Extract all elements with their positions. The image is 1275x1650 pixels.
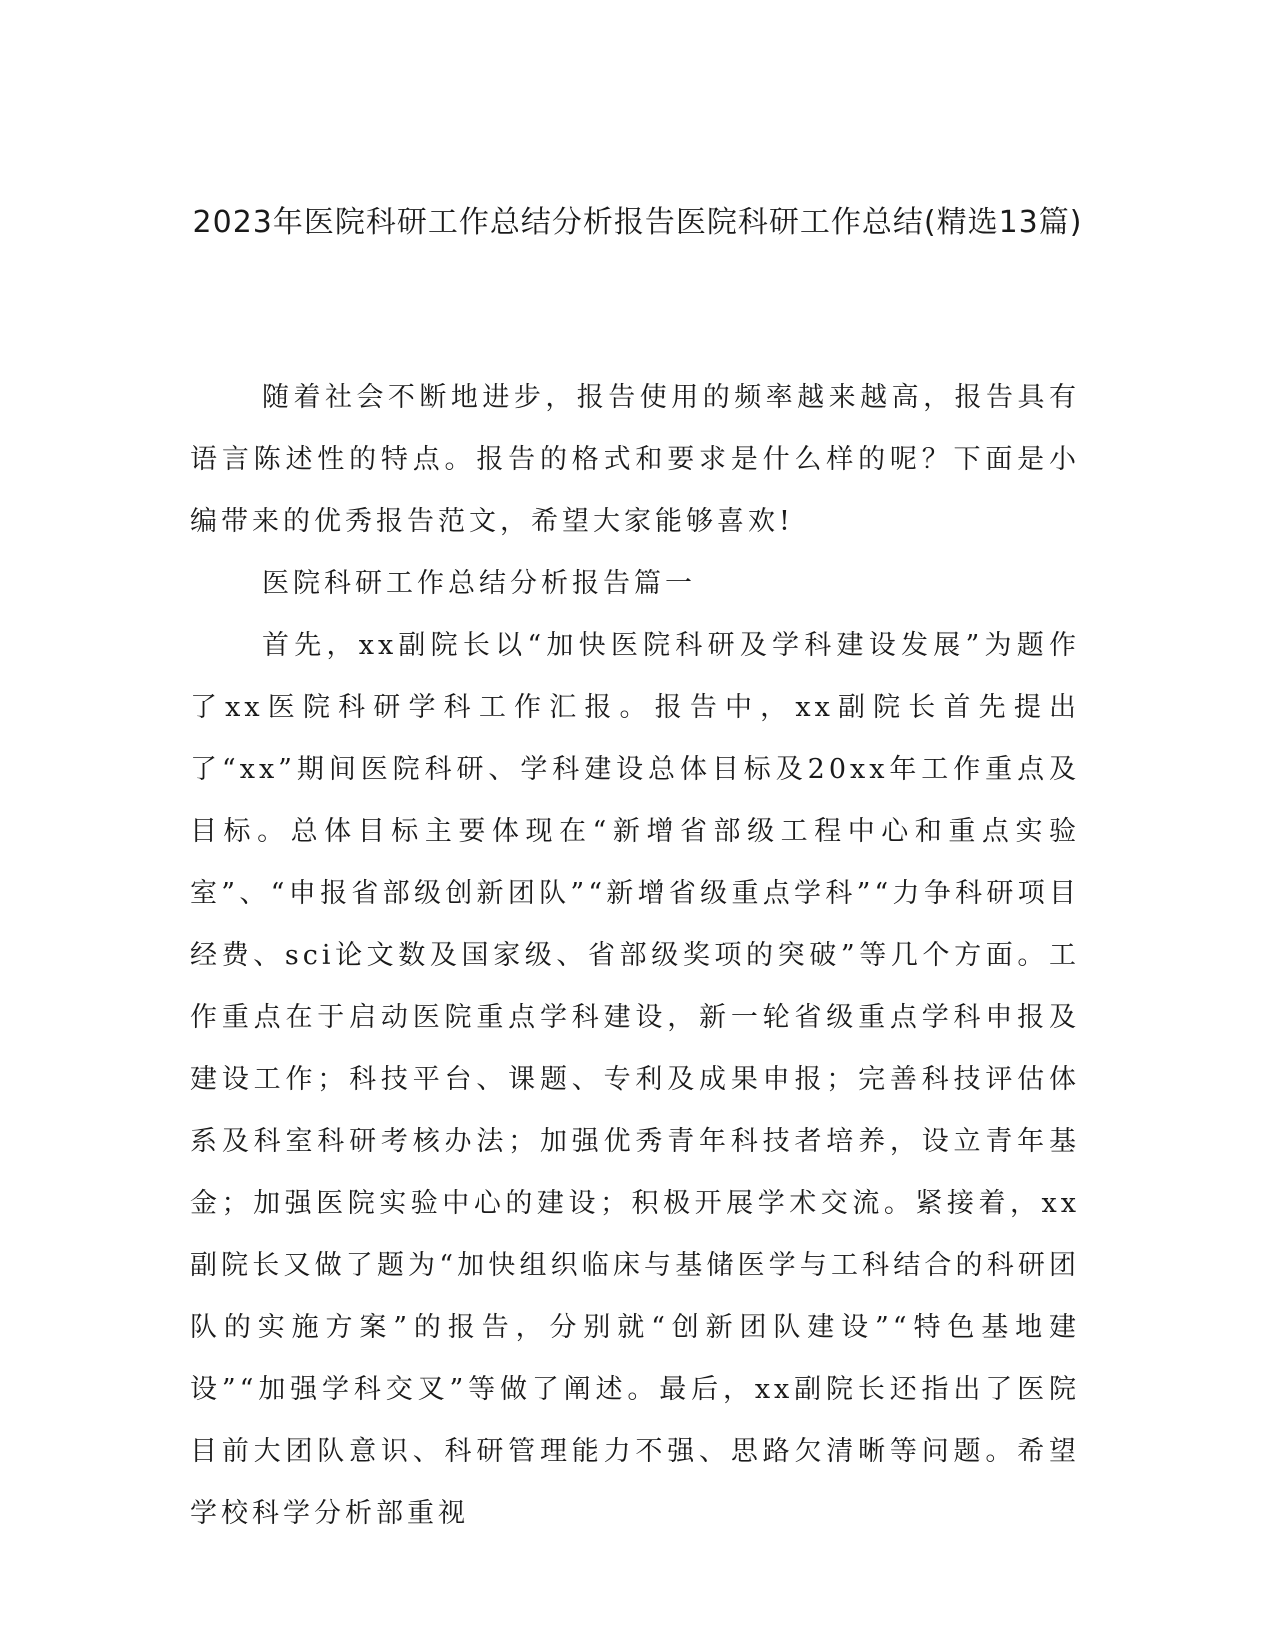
document-title: 2023年医院科研工作总结分析报告医院科研工作总结(精选13篇): [192, 205, 1083, 240]
body-paragraph: 首先，xx副院长以“加快医院科研及学科建设发展”为题作了xx医院科研学科工作汇报。报告中，xx副院长首先提出了“xx”期间医院科研、学科建设总体目标及20xx年工作重点及目标。总体目标主要体现在“新增省部级工程中心和重点实验室”、“申报省部级创新团队”“新增省级重点学科”“力争科研项目经费、sci论文数及国家级、省部级奖项的突破”等几个方面。工作重点在于启动医院重点学科建设，新一轮省级重点学科申报及建设工作；科技平台、课题、专利及成果申报；完善科技评估体系及科室科研考核办法；加强优秀青年科技者培养，设立青年基金；加强医院实验中心的建设；积极开展学术交流。紧接着，xx副院长又做了题为“加快组织临床与基储医学与工科结合的科研团队的实施方案”的报告，分别就“创新团队建设”“特色基地建设”“加强学科交叉”等做了阐述。最后，xx副院长还指出了医院目前大团队意识、科研管理能力不强、思路欠清晰等问题。希望学校科学分析部重视: [190, 630, 1080, 1529]
section-heading: 医院科研工作总结分析报告篇一: [262, 568, 696, 599]
intro-paragraph: 随着社会不断地进步，报告使用的频率越来越高，报告具有语言陈述性的特点。报告的格式和要求是什么样的呢？下面是小编带来的优秀报告范文，希望大家能够喜欢!: [190, 382, 1080, 537]
document-body: [190, 367, 1080, 1545]
